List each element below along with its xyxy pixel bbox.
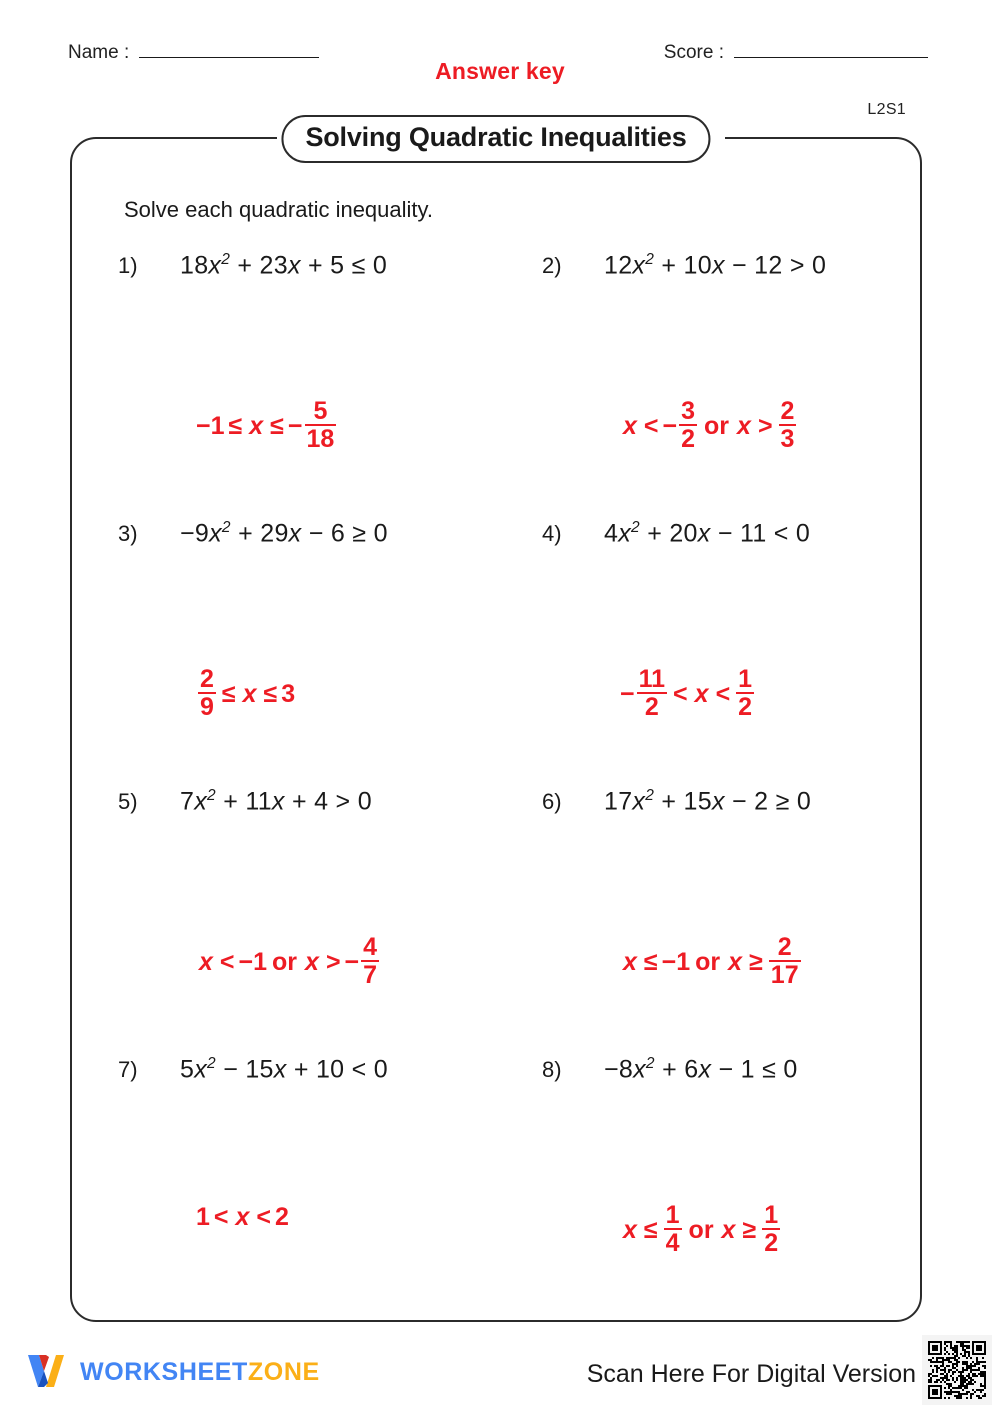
problem-row (72, 251, 920, 519)
score-label: Score : (663, 42, 724, 63)
inequality-operator: ≤ (263, 679, 278, 708)
fraction (664, 1202, 682, 1256)
inequality-operator: < (219, 947, 235, 976)
scan-text: Scan Here For Digital Version (586, 1360, 916, 1388)
fraction-numerator: 5 (313, 397, 328, 425)
logo-text (80, 1358, 320, 1387)
variable: x (728, 947, 743, 976)
question-number: 2) (542, 253, 562, 279)
problem-row (72, 1055, 920, 1323)
fraction (762, 1202, 780, 1256)
question (542, 787, 811, 816)
problem-cell (72, 787, 496, 1055)
question (118, 787, 372, 816)
inequality-operator: ≤ (221, 679, 236, 708)
number: − (620, 679, 635, 708)
question-expression: $-9x^2 + 29x - 6 \ge 0$ (180, 519, 388, 548)
conjunction: or (688, 1215, 714, 1244)
answer-value (196, 667, 295, 721)
fraction-denominator: 2 (637, 692, 667, 720)
answer-value (620, 399, 798, 453)
question-expression: $4x^2 + 20x - 11 < 0$ (604, 519, 811, 548)
question-expression: $5x^2 - 15x + 10 < 0$ (180, 1055, 388, 1084)
instruction-text: Solve each quadratic inequality. (124, 197, 434, 222)
page-title: Solving Quadratic Inequalities (281, 115, 710, 163)
fraction-denominator: 3 (780, 425, 795, 453)
number: −1 (661, 947, 691, 976)
answer-value (196, 399, 338, 453)
inequality-operator: < (256, 1203, 272, 1231)
fraction-numerator: 11 (638, 665, 666, 693)
conjunction: or (272, 947, 298, 976)
fraction-denominator: 17 (770, 961, 799, 989)
variable: x (623, 411, 637, 440)
answer-value (620, 1203, 782, 1257)
answer-value (196, 935, 381, 989)
question-number: 5) (118, 789, 138, 815)
question-number: 8) (542, 1057, 562, 1083)
number: − (344, 947, 360, 976)
fraction (305, 398, 337, 452)
problem-grid (72, 251, 920, 1323)
question-expression: $-8x^2 + 6x - 1 \le 0$ (604, 1055, 798, 1084)
question-expression: $18x^2 + 23x + 5 \le 0$ (180, 251, 388, 280)
question-expression: $12x^2 + 10x - 12 > 0$ (604, 251, 827, 280)
inequality-operator: ≤ (270, 411, 284, 440)
fraction (779, 398, 797, 452)
number: − (662, 411, 678, 440)
problem-cell (496, 1055, 920, 1323)
answer-value (620, 667, 756, 721)
fraction-numerator: 1 (665, 1201, 680, 1229)
fraction-numerator: 2 (200, 665, 214, 693)
variable: x (305, 947, 319, 976)
number: 2 (275, 1203, 289, 1231)
variable: x (199, 947, 213, 976)
problem-cell (496, 251, 920, 519)
problem-cell (496, 787, 920, 1055)
inequality-operator: ≤ (643, 1215, 658, 1244)
variable: x (721, 1215, 736, 1244)
inequality-operator: ≤ (228, 411, 243, 440)
answer-key-badge: Answer key (435, 58, 565, 84)
fraction-denominator: 4 (665, 1229, 680, 1257)
name-label: Name : (68, 42, 130, 63)
conjunction: or (704, 411, 730, 440)
question (118, 519, 388, 548)
number: −1 (196, 411, 225, 440)
fraction (769, 934, 801, 988)
number: 1 (196, 1203, 210, 1231)
question-expression: $17x^2 + 15x - 2 \ge 0$ (604, 787, 812, 816)
variable: x (623, 1215, 637, 1244)
worksheet-zone-logo[interactable] (24, 1351, 320, 1393)
fraction-denominator: 2 (738, 693, 753, 721)
problem-row (72, 787, 920, 1055)
fraction-numerator: 3 (681, 397, 696, 425)
question-expression: $7x^2 + 11x + 4 > 0$ (180, 787, 372, 816)
inequality-operator: < (673, 679, 688, 708)
question (542, 519, 810, 548)
fraction (736, 666, 754, 720)
worksheet-code: L2S1 (867, 101, 906, 118)
variable: x (623, 947, 637, 976)
fraction-denominator: 2 (681, 425, 696, 453)
question (542, 251, 826, 280)
qr-code-icon[interactable] (922, 1335, 992, 1405)
question (118, 251, 387, 280)
score-input-rule[interactable] (734, 40, 928, 58)
inequality-operator: ≥ (742, 1215, 757, 1244)
fraction (361, 934, 379, 988)
question-number: 3) (118, 521, 138, 547)
worksheet-panel (70, 101, 922, 1322)
variable: x (694, 679, 709, 708)
fraction-denominator: 9 (200, 693, 214, 721)
inequality-operator: < (715, 679, 731, 708)
variable: x (249, 411, 264, 440)
answer-value (196, 1203, 289, 1232)
conjunction: or (695, 947, 721, 976)
fraction (198, 666, 216, 720)
question (118, 1055, 388, 1084)
problem-cell (72, 251, 496, 519)
question-number: 6) (542, 789, 562, 815)
number: 3 (281, 679, 296, 708)
number: −1 (238, 947, 268, 976)
fraction-denominator: 2 (764, 1229, 779, 1257)
fraction (679, 398, 697, 452)
fraction-numerator: 2 (780, 397, 795, 425)
fraction-numerator: 2 (777, 933, 792, 961)
variable: x (737, 411, 751, 440)
fraction-denominator: 7 (363, 961, 378, 989)
inequality-operator: ≤ (643, 947, 658, 976)
fraction (637, 666, 667, 720)
variable: x (242, 679, 257, 708)
inequality-operator: > (325, 947, 341, 976)
logo-word-worksheet: WORKSHEET (80, 1357, 248, 1386)
question-number: 4) (542, 521, 562, 547)
inequality-operator: < (213, 1203, 229, 1231)
question-number: 1) (118, 253, 138, 279)
logo-word-zone: ZONE (247, 1357, 320, 1386)
page-footer (0, 1325, 1000, 1415)
variable: x (235, 1203, 250, 1231)
inequality-operator: > (757, 411, 773, 440)
inequality-operator: ≥ (749, 947, 763, 976)
problem-cell (496, 519, 920, 787)
problem-cell (72, 1055, 496, 1323)
name-input-rule[interactable] (139, 40, 319, 58)
fraction-numerator: 1 (764, 1201, 779, 1229)
fraction-denominator: 18 (306, 425, 335, 453)
answer-value (620, 935, 803, 989)
problem-row (72, 519, 920, 787)
problem-cell (72, 519, 496, 787)
logo-w-icon (24, 1351, 68, 1393)
fraction-numerator: 4 (363, 933, 378, 961)
fraction-numerator: 1 (738, 665, 753, 693)
question-number: 7) (118, 1057, 138, 1083)
inequality-operator: < (643, 411, 659, 440)
question (542, 1055, 798, 1084)
number: − (287, 411, 303, 440)
